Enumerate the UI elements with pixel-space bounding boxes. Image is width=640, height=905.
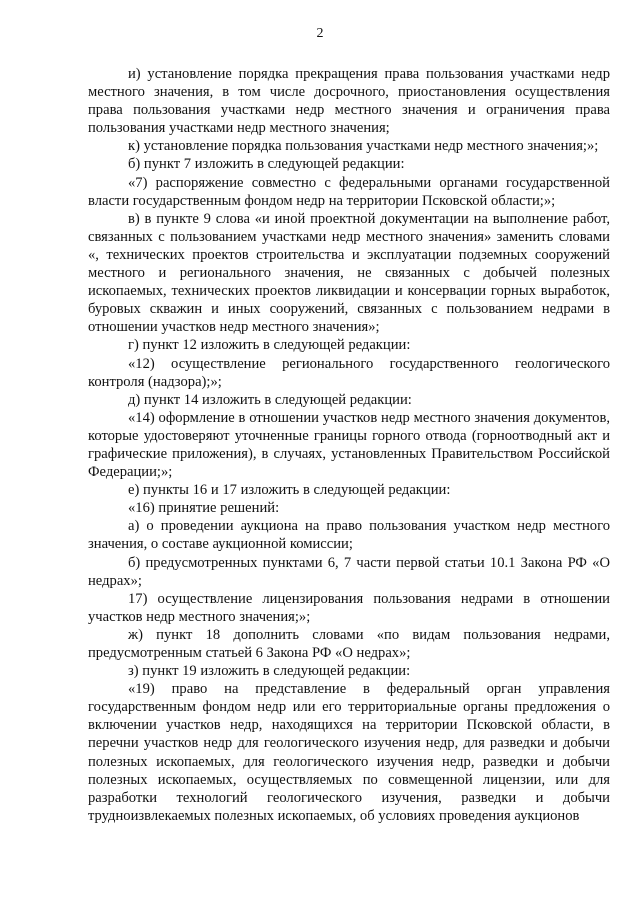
paragraph-point-16-b: б) предусмотренных пунктами 6, 7 части первой статьи 10.1 Закона РФ «О недрах»;	[88, 554, 610, 589]
paragraph-b: б) пункт 7 изложить в следующей редакции:	[128, 156, 405, 173]
paragraph-z: з) пункт 19 изложить в следующей редакции:	[128, 663, 411, 680]
paragraph-point-14: «14) оформление в отношении участков недр местного значения документов, которые удостоверяют уточненные границы горного отвода (горноотводный акт и графические приложения), в случаях, установленных Правительством Российской Федерации;»;	[88, 409, 610, 481]
paragraph-point-7: «7) распоряжение совместно с федеральными органами государственной власти государственным фондом недр на территории Псковской области;»;	[88, 174, 610, 209]
paragraph-v: в) в пункте 9 слова «и иной проектной документации на выполнение работ, связанных с пользованием участками недр местного значения» заменить словами «, технических проектов строительства и эксплуатации подземных сооружений местного и регионального значения, не связанных с добычей полезных ископаемых, технических проектов ликвидации и консервации горных выработок, буровых скважин и иных сооружений, связанных с пользованием недрами в отношении участков недр местного значения»;	[88, 210, 610, 336]
paragraph-point-16-a: а) о проведении аукциона на право пользования участком недр местного значения, о составе аукционной комиссии;	[88, 518, 610, 553]
paragraph-zh: ж) пункт 18 дополнить словами «по видам пользования недрами, предусмотренным статьей 6 Закона РФ «О недрах»;	[88, 626, 610, 661]
paragraph-i: и) установление порядка прекращения права пользования участками недр местного значения, в том числе досрочного, приостановления осуществления права пользования участками недр местного значения и ограничения права пользования участками недр местного значения;	[88, 66, 610, 137]
paragraph-point-19: «19) право на представление в федеральный орган управления государственным фондом недр или его территориальные органы предложения о включении участков недр, находящихся на территории Псковской области, в перечни участков недр для геологического изучения недр, для разведки и добычи полезных ископаемых, для геологического изучения недр, разведки и добычи полезных ископаемых, осуществляемых по совмещенной лицензии, или для разработки технологий геологического изучения, разведки и добычи трудноизвлекаемых полезных ископаемых, об условиях проведения аукционов	[88, 681, 610, 824]
paragraph-point-16: «16) принятие решений:	[128, 500, 280, 517]
paragraph-g: г) пункт 12 изложить в следующей редакции:	[128, 337, 411, 354]
paragraph-k: к) установление порядка пользования участками недр местного значения;»;	[128, 138, 599, 155]
paragraph-point-12: «12) осуществление регионального государственного геологического контроля (надзора);»;	[88, 355, 610, 390]
paragraph-e: е) пункты 16 и 17 изложить в следующей редакции:	[128, 482, 451, 499]
paragraph-d: д) пункт 14 изложить в следующей редакции:	[128, 391, 412, 408]
page-number: 2	[316, 26, 324, 41]
paragraph-point-17: 17) осуществление лицензирования пользования недрами в отношении участков недр местного значения;»;	[88, 590, 610, 625]
document-body	[88, 65, 610, 825]
